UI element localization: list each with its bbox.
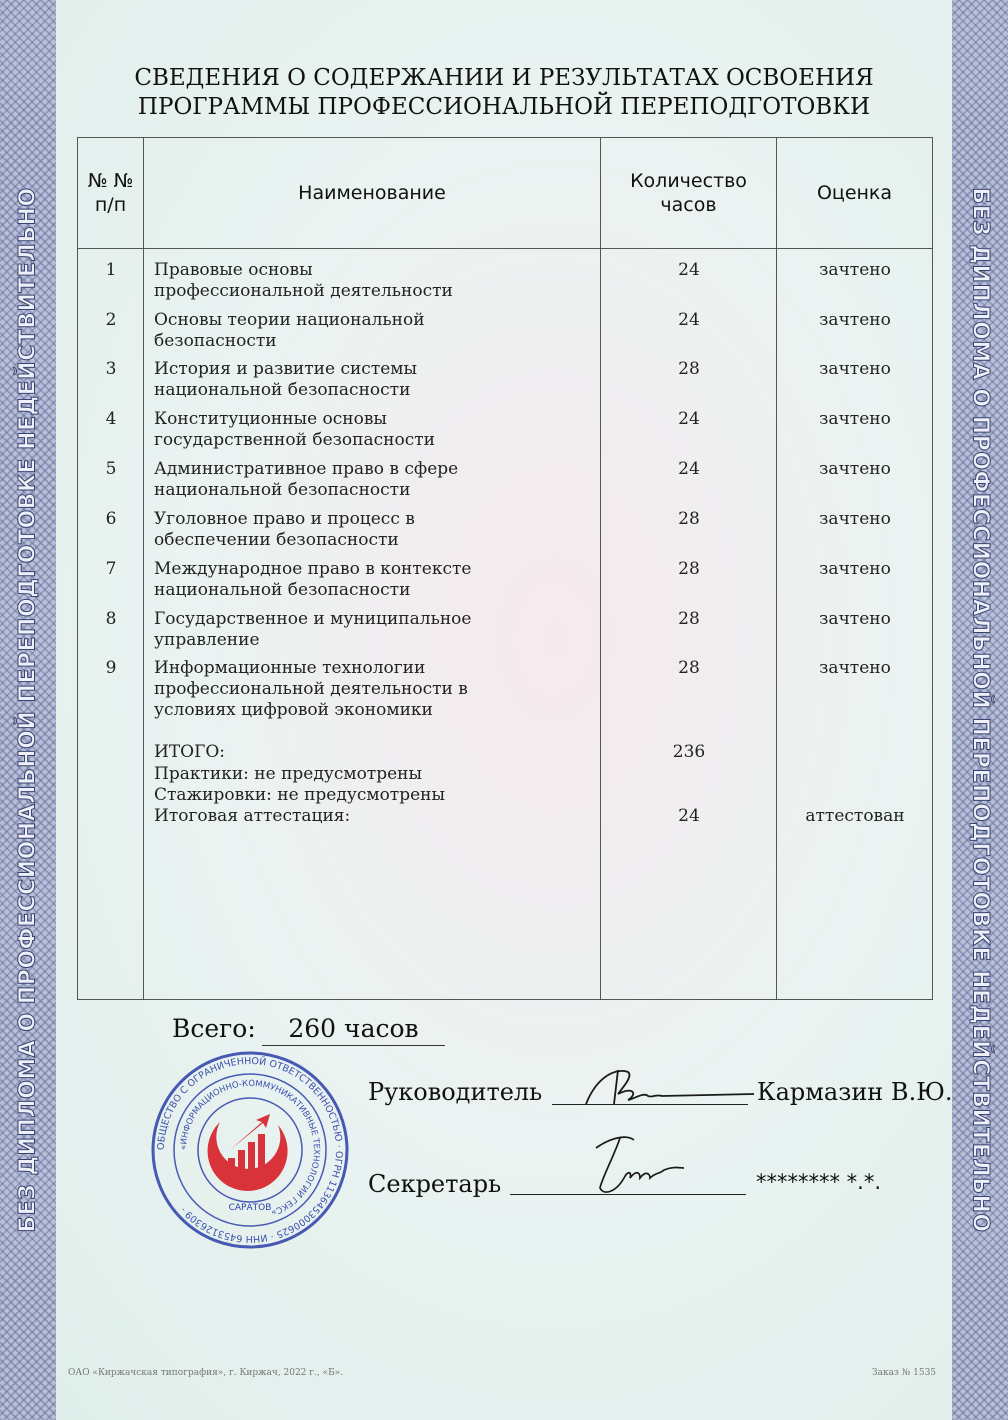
header-divider: [78, 248, 932, 249]
row-name-line: обеспечении безопасности: [154, 530, 399, 550]
row-name-line: национальной безопасности: [154, 380, 411, 400]
header-grade-label: Оценка: [816, 182, 893, 204]
row-name-line: профессиональной деятельности в: [154, 679, 468, 699]
row-hours: 28: [678, 658, 700, 678]
row-num: 6: [105, 509, 117, 529]
row-name-line: Международное право в контексте: [154, 559, 472, 579]
row-hours: 24: [678, 409, 700, 429]
row-grade: зачтено: [819, 658, 891, 678]
summary-attestation-label: Итоговая аттестация:: [154, 806, 351, 826]
header-name: [144, 138, 600, 248]
row-name-line: государственной безопасности: [154, 430, 435, 450]
row-num: 3: [105, 359, 117, 379]
row-name: [154, 459, 594, 501]
printer-note: ОАО «Киржачская типография», г. Киржач, 2022 г., «Б».: [68, 1368, 344, 1378]
row-name-line: условиях цифровой экономики: [154, 700, 433, 720]
page-title: [0, 64, 1008, 122]
row-grade: зачтено: [819, 409, 891, 429]
row-name-line: национальной безопасности: [154, 480, 411, 500]
row-hours: 24: [678, 260, 700, 280]
row-name-line: Основы теории национальной: [154, 310, 425, 330]
header-num-line2: п/п: [94, 194, 127, 216]
row-name-line: История и развитие системы: [154, 359, 418, 379]
row-grade: зачтено: [819, 310, 891, 330]
row-num: 7: [105, 559, 117, 579]
row-name-line: Конституционные основы: [154, 409, 387, 429]
border-text-left: БЕЗ ДИПЛОМА О ПРОФЕССИОНАЛЬНОЙ ПЕРЕПОДГОТОВКЕ НЕДЕЙСТВИТЕЛЬНО: [15, 187, 41, 1233]
course-table: [77, 137, 933, 1000]
row-name-line: Государственное и муниципальное: [154, 609, 472, 629]
stamp-inner-text: «ИНФОРМАЦИОННО-КОММУНИКАТИВНЫЕ ТЕХНОЛОГИИ ГЕКС»: [178, 1078, 322, 1218]
secretary-name: ******** *.*.: [756, 1170, 882, 1194]
row-num: 9: [105, 658, 117, 678]
summary-practice: Практики: не предусмотрены: [154, 764, 423, 784]
summary-total-label: ИТОГО:: [154, 742, 226, 762]
grand-total-value: 260 часов: [262, 1014, 445, 1046]
stamp-city: САРАТОВ: [228, 1203, 272, 1213]
row-num: 2: [105, 310, 117, 330]
row-name-line: Административное право в сфере: [154, 459, 459, 479]
row-hours: 24: [678, 459, 700, 479]
secretary-label: Секретарь: [368, 1170, 502, 1198]
header-grade: [777, 138, 932, 248]
row-grade: зачтено: [819, 609, 891, 629]
summary-attestation-grade: аттестован: [805, 806, 905, 826]
row-hours: 24: [678, 310, 700, 330]
row-name-line: Информационные технологии: [154, 658, 426, 678]
row-grade: зачтено: [819, 459, 891, 479]
row-name: [154, 509, 594, 551]
security-border-left: [0, 0, 56, 1420]
header-num-line1: № №: [87, 170, 134, 192]
head-label: Руководитель: [368, 1078, 543, 1106]
row-hours: 28: [678, 609, 700, 629]
organization-stamp: [150, 1050, 350, 1250]
row-grade: зачтено: [819, 260, 891, 280]
row-name-line: безопасности: [154, 331, 277, 351]
row-name-line: национальной безопасности: [154, 580, 411, 600]
summary-attestation-hours: 24: [678, 806, 700, 826]
row-grade: зачтено: [819, 509, 891, 529]
row-name: [154, 409, 594, 451]
row-name-line: профессиональной деятельности: [154, 281, 453, 301]
row-name-line: Уголовное право и процесс в: [154, 509, 415, 529]
border-text-right: БЕЗ ДИПЛОМА О ПРОФЕССИОНАЛЬНОЙ ПЕРЕПОДГОТОВКЕ НЕДЕЙСТВИТЕЛЬНО: [967, 187, 993, 1233]
row-name: [154, 260, 594, 302]
row-num: 4: [105, 409, 117, 429]
secretary-signature: [580, 1126, 700, 1200]
stamp-outer-text: ОБЩЕСТВО С ОГРАНИЧЕННОЙ ОТВЕТСТВЕННОСТЬЮ · ОГРН 1136453000625 · ИНН 6453126309 ·: [155, 1055, 345, 1245]
row-name: [154, 658, 594, 721]
row-name-line: управление: [154, 630, 260, 650]
row-hours: 28: [678, 509, 700, 529]
header-hours: [601, 138, 776, 248]
row-grade: зачтено: [819, 559, 891, 579]
stamp-logo: [208, 1114, 288, 1191]
order-number: Заказ № 1535: [872, 1368, 937, 1378]
title-line-2: ПРОГРАММЫ ПРОФЕССИОНАЛЬНОЙ ПЕРЕПОДГОТОВКИ: [137, 94, 871, 120]
security-border-right: [952, 0, 1008, 1420]
header-hours-line1: Количество: [630, 170, 747, 192]
header-name-label: Наименование: [298, 182, 446, 204]
summary-total-hours: 236: [672, 742, 706, 762]
row-num: 8: [105, 609, 117, 629]
row-name: [154, 609, 594, 651]
row-hours: 28: [678, 559, 700, 579]
grand-total-label: Всего:: [172, 1014, 256, 1043]
row-name: [154, 359, 594, 401]
header-hours-line2: часов: [660, 194, 717, 216]
title-line-1: СВЕДЕНИЯ О СОДЕРЖАНИИ И РЕЗУЛЬТАТАХ ОСВОЕНИЯ: [134, 65, 874, 91]
head-name: Кармазин В.Ю.: [757, 1078, 953, 1106]
row-grade: зачтено: [819, 359, 891, 379]
row-name-line: Правовые основы: [154, 260, 313, 280]
row-name: [154, 310, 594, 352]
summary-internship: Стажировки: не предусмотрены: [154, 785, 446, 805]
head-signature: [578, 1064, 758, 1114]
row-num: 1: [105, 260, 117, 280]
row-hours: 28: [678, 359, 700, 379]
header-num: [78, 138, 143, 248]
row-name: [154, 559, 594, 601]
row-num: 5: [105, 459, 117, 479]
